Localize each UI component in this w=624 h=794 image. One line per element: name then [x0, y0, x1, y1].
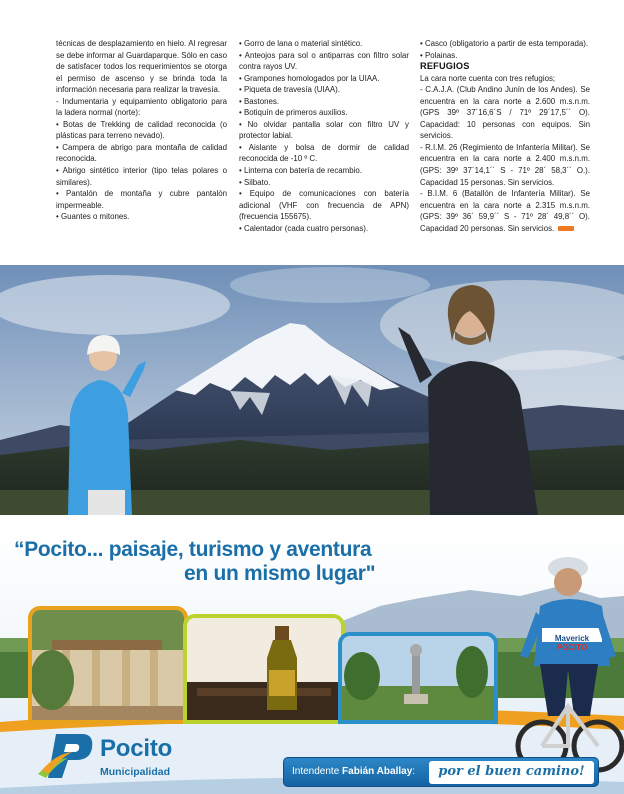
list-item: • Equipo de comunicaciones con batería adicional (VHF con frecuencia de APN) (frecuencia 155675). [239, 189, 409, 222]
list-item: • No olvidar pantalla solar con filtro UV y protector labial. [239, 119, 409, 141]
jersey-text [542, 634, 602, 652]
list-item: • Linterna con batería de recambio. [239, 166, 362, 176]
list-item: • Aislante y bolsa de dormir de calidad reconocida de -10 º C. [239, 142, 409, 164]
list-item: • Casco (obligatorio a partir de esta temporada). [420, 39, 589, 48]
slogan-line-2: en un mismo lugar" [184, 562, 376, 585]
list-item: • Anteojos para sol o antiparras con filtro solar contra rayos UV. [239, 50, 409, 72]
mayor-credit [292, 766, 415, 777]
list-item: • Campera de abrigo para montaña de calidad reconocida. [56, 142, 227, 164]
list-item: • Piqueta de travesía (UIAA). [239, 85, 341, 95]
refugio-entry [420, 188, 590, 234]
paragraph: técnicas de desplazamiento en hielo. Al regresar se debe informar al Guardaparque. Sólo en caso de satisfacer todos los requerimientos se otorga el permiso de ascenso y se brinda toda la información necesaria para realizar la travesía. [56, 39, 227, 95]
list-item: • Polainas. [420, 50, 458, 60]
ad-photo-olive-oil [183, 614, 345, 724]
article-end-mark [558, 226, 574, 231]
pocito-logo-icon [38, 730, 94, 782]
refugio-entry: - C.A.J.A. (Club Andino Junín de los Andes). Se encuentra en la cara norte a 2.600 m.s.n.m. (GPS 39º 37´16,6´S / 71º 29´17,5´´ O). Capacidad: 10 personas con equipos. Sin servicios. [420, 85, 590, 141]
refugio-entry: - R.I.M. 26 (Regimiento de Infantería Militar). Se encuentra en la cara norte a 2.400 m.s.n.m. (GPS: 39º 37´14,1´´ S - 71º 28´ 58,3´´ O.). Capacidad 15 personas. Sin servicios. [420, 142, 590, 187]
article-column-1 [56, 38, 227, 223]
refugio-entry-text: - B.I.M. 6 (Batallón de Infantería Militar). Se encuentra en la cara norte a 2.315 m.s.n.m. (GPS: 39º 36´ 59,9´´ S - 71º 28´ 49,8´´ O). Capacidad 20 personas. Sin servicios. [420, 189, 590, 233]
list-item: • Pantalón de montaña y cubre pantalón impermeable. [56, 189, 227, 210]
section-heading-refugios: REFUGIOS [420, 61, 470, 72]
list-item: • Botiquín de primeros auxilios. [239, 108, 348, 118]
list-item: • Guantes o mitones. [56, 212, 130, 222]
motto-box [429, 761, 594, 784]
mountain-photo [0, 265, 624, 515]
mayor-banner [283, 757, 599, 787]
ad-slogan [0, 538, 470, 586]
mayor-label: Intendente [292, 766, 343, 777]
list-item: • Calentador (cada cuatro personas). [239, 223, 369, 233]
pergola-illustration [32, 610, 184, 720]
cyclist-illustration [512, 546, 624, 776]
slogan-line-1: “Pocito... paisaje, turismo y aventura [14, 538, 372, 561]
logo-subtitle: Municipalidad [100, 766, 171, 778]
jersey-sponsor: Maverick [554, 634, 590, 643]
list-item: • Silbato. [239, 177, 271, 187]
article-column-3 [420, 38, 590, 234]
paragraph: - Indumentaria y equipamiento obligatorio para la ladera normal (norte): [56, 96, 227, 118]
list-item: • Grampones homologados por la UIAA. [239, 73, 380, 83]
list-item: • Botas de Trekking de calidad reconocida (o plásticas para terreno nevado). [56, 119, 227, 141]
mayor-name: Fabián Aballay [342, 766, 413, 777]
ad-photo-pergola [28, 606, 188, 724]
ad-photo-park [338, 632, 498, 724]
mountain-photo-illustration [0, 265, 624, 515]
list-item: • Abrigo sintético interior (tipo telas polares o similares). [56, 166, 227, 187]
list-item: • Gorro de lana o material sintético. [239, 39, 363, 48]
motto: por el buen camino! [438, 764, 585, 779]
paragraph: La cara norte cuenta con tres refugios; [420, 73, 556, 83]
logo-name: Pocito [100, 735, 173, 762]
article-column-2 [239, 38, 409, 234]
olive-oil-illustration [187, 618, 341, 720]
list-item: • Bastones. [239, 96, 280, 106]
park-illustration [342, 636, 494, 720]
jersey-town: POCITO [556, 643, 588, 652]
mayor-colon: : [412, 766, 416, 777]
